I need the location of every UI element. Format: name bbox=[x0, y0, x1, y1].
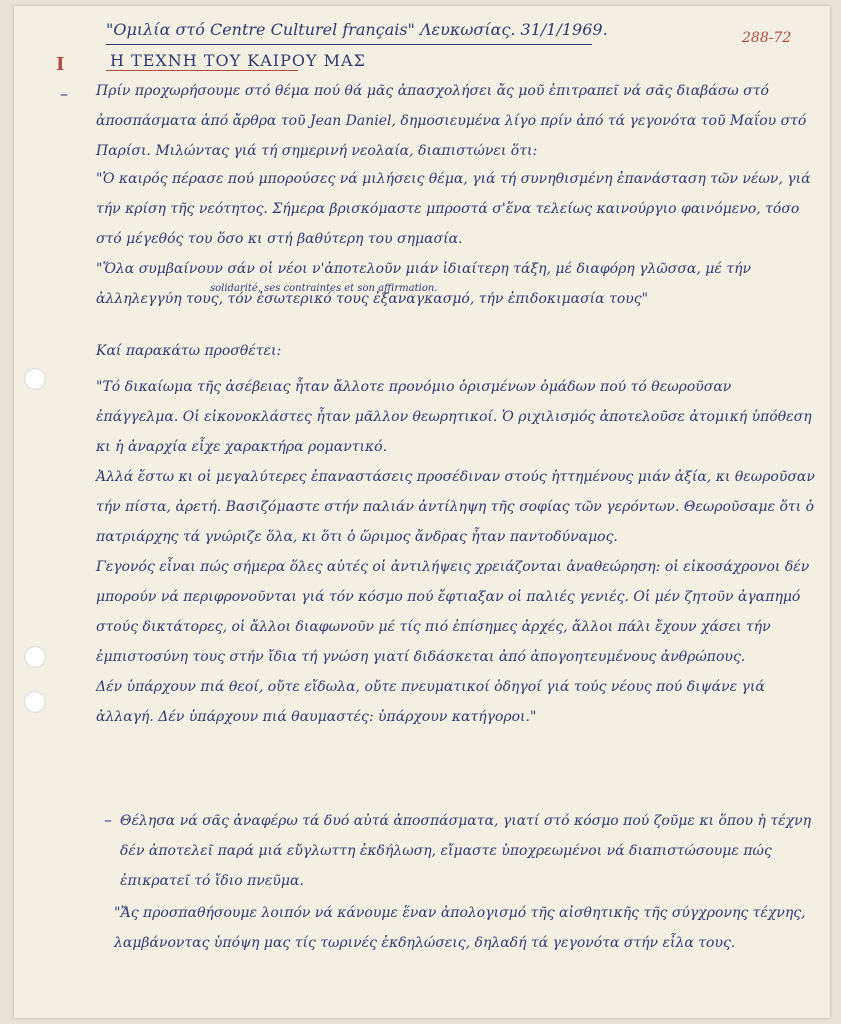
document-page bbox=[14, 6, 830, 1018]
header-underline bbox=[106, 44, 592, 45]
dash-marker: – bbox=[104, 810, 112, 829]
paragraph-text: "Ἄς προσπαθήσουμε λοιπόν νά κάνουμε ἕναν ἀπολογισμό τῆς αἰσθητικῆς τῆς σύγχρονης τέχνης, λαμβάνοντας ὑπόψη μας τίς τωρινές ἐκδηλώσεις, δηλαδή τά γεγονότα στήν εἶλα τους. bbox=[114, 905, 806, 951]
punch-hole bbox=[24, 691, 46, 713]
quote-text: "Τό δικαίωμα τῆς ἀσέβειας ἦταν ἄλλοτε προνόμιο ὁρισμένων ὁμάδων πού τό θεωροῦσαν ἐπάγγελμα. Οἱ εἰκονοκλάστες ἦταν μᾶλλον θεωρητικοί. Ὁ ριχιλισμός ἀποτελοῦσε ἀτομική ὑπόθεση κι ἡ ἀναρχία εἶχε χαρακτήρα ρομαντικό. bbox=[96, 379, 812, 455]
quote-block-1 bbox=[96, 164, 816, 314]
paragraph-text: Πρίν προχωρήσουμε στό θέμα πού θά μᾶς ἀπασχολήσει ἄς μοῦ ἐπιτραπεῖ νά σᾶς διαβάσω στό ἀποσπάσματα ἀπό ἄρθρα τοῦ Jean Daniel, δημοσιευμένα λίγο πρίν ἀπό τά γεγονότα τοῦ Μαΐου στό Παρίσι. Μιλώντας γιά τή σημερινή νεολαία, διαπιστώνει ὅτι: bbox=[96, 83, 807, 159]
document-title: Η ΤΕΧΝΗ ΤΟΥ ΚΑΙΡΟΥ ΜΑΣ bbox=[110, 51, 366, 70]
interlinear-note: solidarité, ses contraintes et son affirmation. bbox=[210, 283, 438, 294]
paragraph-final bbox=[114, 898, 814, 958]
header-line: "Ομιλία στό Centre Culturel français" Λευκωσίας. 31/1/1969. bbox=[106, 20, 608, 39]
roman-numeral-mark: I bbox=[56, 54, 65, 75]
intro-line bbox=[96, 336, 816, 366]
paragraph-intro bbox=[96, 76, 816, 166]
punch-hole bbox=[24, 368, 46, 390]
page-number: 288-72 bbox=[742, 30, 792, 46]
paragraph-text: Θέλησα νά σᾶς ἀναφέρω τά δυό αὐτά ἀποσπάσματα, γιατί στό κόσμο πού ζοῦμε κι ὅπου ἡ τέχνη δέν ἀποτελεῖ παρά μιά εὔγλωττη ἐκδήλωση, εἴμαστε ὑποχρεωμένοι νά διαπιστώσουμε πώς ἐπικρατεῖ τό ἴδιο πνεῦμα. bbox=[120, 813, 811, 889]
quote-block-2 bbox=[96, 372, 816, 732]
intro-text: Καί παρακάτω προσθέτει: bbox=[96, 343, 282, 359]
paragraph-conclusion bbox=[120, 806, 820, 896]
title-underline bbox=[106, 70, 298, 71]
punch-hole bbox=[24, 646, 46, 668]
dash-marker: – bbox=[60, 84, 68, 103]
quote-text: "Ὅλα συμβαίνουν σάν οἱ νέοι ν'ἀποτελοῦν μιάν ἰδιαίτερη τάξη, μέ διαφόρη γλῶσσα, μέ τήν ἀλληλεγγύη τους, τόν ἐσωτερικό τους ἐξαναγκασμό, τήν ἐπιδοκιμασία τους" bbox=[96, 261, 751, 307]
quote-text: Ἀλλά ἔστω κι οἱ μεγαλύτερες ἐπαναστάσεις προσέδιναν στούς ἡττημένους μιάν ἀξία, κι θεωροῦσαν τήν πίστα, ἀρετή. Βασιζόμαστε στήν παλιάν ἀντίληψη τῆς σοφίας τῶν γερόντων. Θεωροῦσαμε ὅτι ὁ πατριάρχης τά γνώριζε ὅλα, κι ὅτι ὁ ὥριμος ἄνδρας ἦταν παντοδύναμος. bbox=[96, 469, 815, 545]
quote-text: "Ὁ καιρός πέρασε πού μπορούσες νά μιλήσεις θέμα, γιά τή συνηθισμένη ἐπανάσταση τῶν νέων, γιά τήν κρίση τῆς νεότητος. Σήμερα βρισκόμαστε μπροστά σ'ἕνα τελείως καινούργιο φαινόμενο, τόσο στό μέγεθός του ὅσο κι στή βαθύτερη του σημασία. bbox=[96, 171, 811, 247]
quote-text: Γεγονός εἶναι πώς σήμερα ὅλες αὐτές οἱ ἀντιλήψεις χρειάζονται ἀναθεώρηση: οἱ εἰκοσάχρονοι δέν μπορούν νά περιφρονοῦνται γιά τόν κόσμο πού ἔφτιαξαν οἱ παλιές γενιές. Οἱ μέν ζητοῦν ἀγαπημό στούς δικτάτορες, οἱ ἄλλοι διαφωνοῦν μέ τίς πιό ἐπίσημες ἀρχές, ἄλλοι πάλι ἔχουν χάσει τήν ἐμπιστοσύνη τους στήν ἴδια τή γνώση γιατί διδάσκεται ἀπό ἀπογοητευμένους ἀνθρώπους. bbox=[96, 559, 810, 665]
quote-text: Δέν ὑπάρχουν πιά θεοί, οὔτε εἴδωλα, οὔτε πνευματικοί ὁδηγοί γιά τούς νέους πού διψάνε γιά ἀλλαγή. Δέν ὑπάρχουν πιά θαυμαστές: ὑπάρχουν κατήγοροι." bbox=[96, 679, 765, 725]
